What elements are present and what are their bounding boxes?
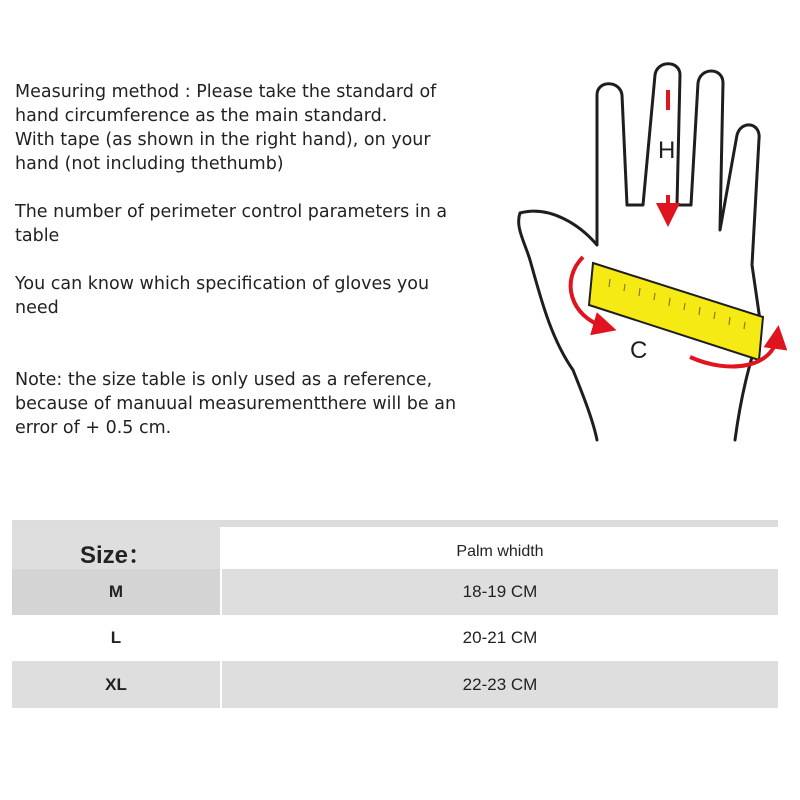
palm-width-cell: 18-19 CM (222, 569, 778, 615)
size-column-header: Size： (12, 527, 220, 577)
hand-measurement-illustration (505, 55, 795, 455)
size-cell: XL (12, 661, 220, 708)
table-row (12, 569, 778, 615)
palm-width-column-header: Palm whidth (222, 527, 778, 577)
instruction-line: Measuring method : Please take the standard of (15, 82, 437, 102)
instruction-line: hand (not including thethumb) (15, 154, 284, 174)
instruction-line: The number of perimeter control parameters in a (15, 202, 448, 222)
hand-outline-icon (519, 64, 761, 440)
size-cell: M (12, 569, 220, 615)
palm-width-cell: 20-21 CM (222, 615, 778, 661)
instruction-line: hand circumference as the main standard. (15, 106, 388, 126)
circumference-label: C (630, 337, 648, 364)
palm-width-cell: 22-23 CM (222, 661, 778, 708)
instruction-line: You can know which specification of gloves you (15, 274, 430, 294)
instruction-line: With tape (as shown in the right hand), on your (15, 130, 431, 150)
instruction-line: table (15, 226, 60, 246)
note-line: Note: the size table is only used as a reference, (15, 370, 433, 390)
tape-measure-icon (589, 263, 763, 360)
instruction-line: need (15, 298, 59, 318)
note-line: because of manuual measurementthere will be an (15, 394, 457, 414)
height-label: H (658, 137, 676, 164)
measuring-instructions (15, 80, 485, 440)
table-top-strip (12, 520, 778, 527)
note-line: error of + 0.5 cm. (15, 418, 172, 438)
size-cell: L (12, 615, 220, 661)
table-row (12, 615, 778, 661)
table-row (12, 661, 778, 708)
